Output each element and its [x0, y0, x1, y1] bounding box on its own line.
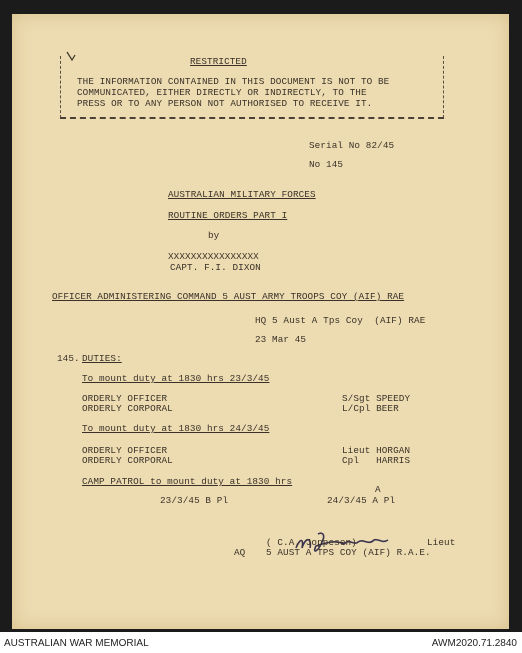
document-page	[12, 14, 509, 629]
orderly-corporal-1-name: L/Cpl BEER	[342, 403, 399, 414]
signatory-unit: 5 AUST A TPS COY (AIF) R.A.E.	[266, 547, 431, 558]
restricted-line-1: THE INFORMATION CONTAINED IN THIS DOCUMENT IS NOT TO BE	[77, 76, 390, 87]
by-label: by	[208, 230, 220, 241]
serial-number: Serial No 82/45	[309, 140, 395, 151]
restricted-heading: RESTRICTED	[190, 56, 247, 67]
orders-heading: ROUTINE ORDERS PART I	[168, 210, 288, 221]
force-heading: AUSTRALIAN MILITARY FORCES	[168, 189, 316, 200]
orderly-officer-1: ORDERLY OFFICER	[82, 393, 168, 404]
footer-institution: AUSTRALIAN WAR MEMORIAL	[4, 638, 149, 649]
orderly-corporal-2-name: Cpl HARRIS	[342, 455, 411, 466]
camp-patrol: CAMP PATROL to mount duty at 1830 hrs	[82, 476, 293, 487]
signatory-aq: AQ	[234, 547, 246, 558]
orderly-officer-2-name: Lieut HORGAN	[342, 445, 411, 456]
signatory-name: ( C.A. Joppesen)	[266, 537, 357, 548]
restricted-line-2: COMMUNICATED, EITHER DIRECTLY OR INDIRECTLY, TO THE	[77, 87, 367, 98]
order-number: No 145	[309, 159, 344, 170]
orderly-corporal-1: ORDERLY CORPORAL	[82, 403, 173, 414]
duties-title: DUTIES:	[82, 353, 122, 364]
orderly-officer-2: ORDERLY OFFICER	[82, 445, 168, 456]
camp-patrol-date-2: 24/3/45 A Pl	[327, 495, 396, 506]
restricted-line-3: PRESS OR TO ANY PERSON NOT AUTHORISED TO RECEIVE IT.	[77, 98, 373, 109]
duties-number: 145.	[57, 353, 80, 364]
officer-administering: OFFICER ADMINISTERING COMMAND 5 AUST ARMY TROOPS COY (AIF) RAE	[52, 291, 405, 302]
camp-patrol-mark: A	[375, 484, 381, 495]
hq-line: HQ 5 Aust A Tps Coy (AIF) RAE	[255, 315, 426, 326]
struck-text: XXXXXXXXXXXXXXXX	[168, 251, 259, 262]
orderly-officer-1-name: S/Sgt SPEEDY	[342, 393, 411, 404]
signatory-rank: Lieut	[427, 537, 456, 548]
restricted-box-divider	[60, 117, 444, 119]
orderly-corporal-2: ORDERLY CORPORAL	[82, 455, 173, 466]
camp-patrol-date-1: 23/3/45 B Pl	[160, 495, 229, 506]
footer-bar	[0, 632, 522, 653]
mount-duty-2: To mount duty at 1830 hrs 24/3/45	[82, 423, 270, 434]
captain-name: CAPT. F.I. DIXON	[170, 262, 261, 273]
document-date: 23 Mar 45	[255, 334, 307, 345]
footer-accession-number: AWM2020.71.2840	[431, 638, 517, 649]
mount-duty-1: To mount duty at 1830 hrs 23/3/45	[82, 373, 270, 384]
